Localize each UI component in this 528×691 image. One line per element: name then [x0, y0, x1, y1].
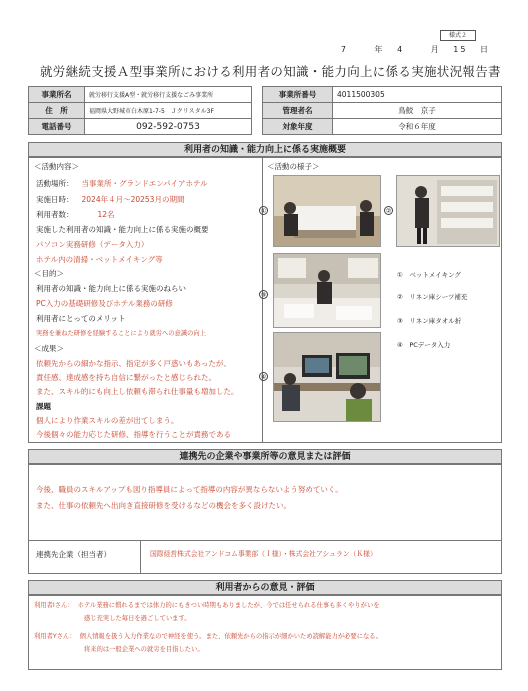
section-user-opinion-heading: 利用者からの意見・評価 [28, 580, 502, 595]
phone-label: 電話番号 [29, 119, 85, 135]
result-line-3: また、スキル的にも向上し依頼も滞られ仕事量も増加した。 [36, 387, 239, 396]
office-name-label: 事業所名 [29, 87, 85, 103]
merit-label: 利用者にとってのメリット [36, 314, 126, 323]
user2-label: 利用者Yさん： [34, 633, 76, 640]
issue-line-1: 個人により作業スキルの差が出てしまう。 [36, 416, 179, 425]
place-label: 活動場所： [36, 179, 74, 188]
towel-folding-illustration [274, 254, 381, 328]
activity-title: ＜活動内容＞ [34, 162, 79, 171]
photo-pc-input [273, 332, 381, 422]
legend-item-1: ① ベットメイキング [397, 271, 461, 279]
users-label: 利用者数： [36, 210, 74, 219]
issue-line-2: 今後個々の能力応じた研修、指導を行うことが責務である [36, 430, 231, 439]
section-overview-heading: 利用者の知識・能力向上に係る実施概要 [28, 142, 502, 157]
user1-line-1: ホテル業務に慣れるまでは体力的にもきつい時期もありましたが、今では任せられる仕事も多くやりがいを [77, 602, 380, 609]
photo-number-3: ③ [260, 291, 267, 299]
address-value: 福岡県大野城市白木原1-7-5 Ｊクリスタル3F [85, 103, 252, 119]
target-year-label: 対象年度 [263, 119, 333, 135]
target-year-value: 令和６年度 [333, 119, 502, 135]
issue-label: 課題 [36, 402, 51, 411]
office-number-value: 4011500305 [333, 87, 502, 103]
legend-item-2: ② リネン庫シーツ補充 [397, 293, 468, 301]
photo-bed-making [273, 175, 381, 247]
photo-number-1: ① [260, 207, 267, 215]
purpose-label: 利用者の知識・能力向上に係る実施のねらい [36, 284, 186, 293]
user2-line-1: 個人情報を扱う入力作業なので神経を使う。また、依頼先からの指示が細かいため読解能力が必要になる。 [79, 633, 382, 640]
date-month: 4 [397, 45, 405, 54]
partner-company-label: 連携先企業（担当者） [36, 550, 111, 559]
report-title: 就労継続支援Ａ型事業所における利用者の知識・能力向上に係る実施状況報告書 [40, 64, 501, 79]
form-number-tag: 様式２ [440, 30, 476, 41]
partner-opinion-line-2: また、仕事の依頼先へ出向き直接研修を受けるなどの機会を多く設けたい。 [36, 501, 291, 510]
section-partner-heading: 連携先の企業や事業所等の意見または評価 [28, 449, 502, 464]
photo-linen-towels [273, 253, 381, 328]
office-number-label: 事業所番号 [263, 87, 333, 103]
address-label: 住 所 [29, 103, 85, 119]
report-date: 7 年 4 月 15 日 [340, 45, 490, 54]
photo-title: ＜活動の様子＞ [267, 162, 320, 171]
period-value: 2024年４月～20253月の期間 [81, 195, 185, 204]
photo-number-2: ② [385, 207, 392, 215]
merit-value: 実務を兼ねた研修を経験することにより就労への意識の向上 [36, 330, 207, 337]
users-value: 12名 [97, 210, 115, 219]
pc-input-illustration [274, 333, 381, 422]
result-line-2: 責任感、達成感を持ち自信に繋がったと感じられた。 [36, 373, 216, 382]
user1-line-2: 感じ充実した毎日を過ごしています。 [84, 615, 191, 622]
result-line-1: 依頼先からの細かな指示、指定が多く戸惑いもあったが、 [36, 359, 231, 368]
legend-item-4: ④ PCデータ入力 [397, 341, 451, 349]
date-day: 15 [453, 45, 468, 54]
purpose-title: ＜目的＞ [34, 269, 64, 278]
manager-label: 管理者名 [263, 103, 333, 119]
user1-label: 利用者Iさん： [34, 602, 74, 609]
purpose-value: PC入力の基礎研修及びホテル業務の研修 [36, 299, 173, 308]
legend-item-3: ③ リネン庫タオル折 [397, 317, 462, 325]
user2-line-2: 将来的は一般企業への就労を目指したい。 [84, 646, 204, 653]
partner-opinion-line-1: 今後、職員のスキルアップも図り指導員によって指導の内容が異ならないよう努めていく。 [36, 485, 343, 494]
manager-value: 鳥鮫 京子 [333, 103, 502, 119]
office-info-table [28, 86, 252, 135]
result-title: ＜成果＞ [34, 344, 64, 353]
linen-shelf-illustration [397, 176, 500, 247]
photo-number-4: ④ [260, 373, 267, 381]
place-value: 当事業所・グランドエンパイアホテル [81, 179, 208, 188]
bed-making-illustration [274, 176, 381, 247]
overview-item-2: ホテル内の清掃・ベットメイキング等 [36, 255, 163, 264]
overview-label: 実施した利用者の知識・能力向上に係る実施の概要 [36, 225, 209, 234]
partner-company-value: 国際経営株式会社アンドコム事業部（Ｉ様）・株式会社アシュラン（Ｋ様） [150, 550, 377, 558]
overview-divider [262, 157, 263, 443]
period-label: 実施日時： [36, 195, 74, 204]
date-year: 7 [340, 45, 348, 54]
photo-linen-sheets [396, 175, 500, 247]
office-name-value: 就労移行支援A型・就労移行支援なごみ事業所 [85, 87, 252, 103]
partner-divider [28, 540, 502, 541]
phone-value: 092-592-0753 [85, 119, 252, 135]
office-meta-table [262, 86, 502, 135]
partner-company-divider [140, 541, 141, 574]
overview-item-1: パソコン実務研修（データ入力） [36, 240, 149, 249]
